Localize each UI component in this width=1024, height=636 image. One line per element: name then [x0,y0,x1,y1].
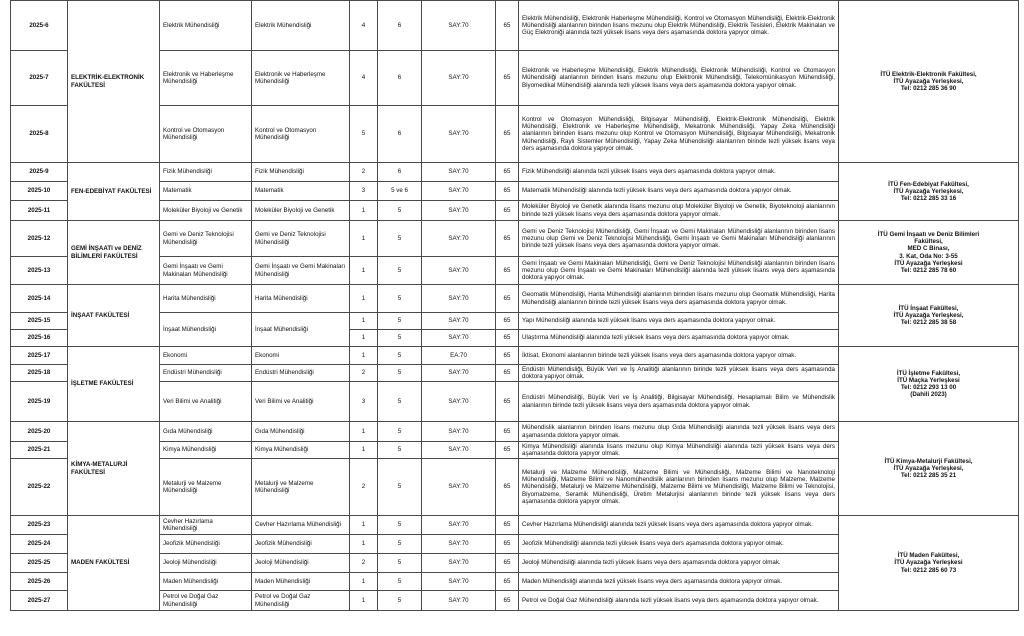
position-code: 2025-8 [11,106,68,163]
field-name: Jeoloji Mühendisliği [252,554,350,573]
contact-line: İTÜ Ayazağa Yerleşkesi, [893,77,964,85]
requirement-text: Geomatik Mühendisliği, Harita Mühendisliği alanlarının birinden lisans mezunu olup Geomatik Mühendisliği, Harita Mühendisliği alanlarının birinde tezli yüksek lisans veya ders aşamasında doktora yapıyor olmak. [519,285,839,313]
language-score: 65 [496,257,519,285]
contact-line: İTÜ Maden Fakültesi, [897,552,960,560]
quota-count: 1 [350,573,378,591]
level: 5 [378,285,422,313]
contact-line: İTÜ Elektrik-Elektronik Fakültesi, [880,70,977,78]
requirement-text: Jeofizik Mühendisliği alanında tezli yüksek lisans veya ders aşamasında doktora yapıyor olmak. [519,535,839,554]
positions-table [10,0,1019,611]
quota-count: 1 [350,257,378,285]
requirement-text: İktisat, Ekonomi alanlarının birinde tezli yüksek lisans veya ders aşamasında doktora yapıyor olmak. [519,347,839,365]
language-score: 65 [496,347,519,365]
contact-line: İTÜ Ayazağa Yerleşkesi [894,259,963,267]
requirement-text: Endüstri Mühendisliği, Büyük Veri ve İş Analitiği alanlarının birinde tezli yüksek lisans veya ders aşamasında doktora yapıyor olmak. [519,365,839,382]
exam-score: SAY:70 [422,163,496,182]
field-name: Gemi ve Deniz Teknolojisi Mühendisliği [252,221,350,257]
position-code: 2025-19 [11,382,68,422]
table-row [11,422,1019,442]
field-name: Endüstri Mühendisliği [252,365,350,382]
exam-score: SAY:70 [422,285,496,313]
quota-count: 1 [350,201,378,221]
language-score: 65 [496,422,519,442]
field-name: İnşaat Mühendisliği [252,313,350,347]
faculty-contact [839,422,1019,516]
language-score: 65 [496,182,519,201]
position-code: 2025-13 [11,257,68,285]
program-name: Jeofizik Mühendisliği [160,535,252,554]
position-code: 2025-23 [11,516,68,535]
field-name: Petrol ve Doğal Gaz Mühendisliği [252,591,350,611]
table-body [11,1,1019,611]
contact-line: İTÜ Kimya-Metalurji Fakültesi, [884,457,973,465]
faculty-contact [839,163,1019,221]
language-score: 65 [496,330,519,347]
language-score: 65 [496,221,519,257]
position-code: 2025-12 [11,221,68,257]
position-code: 2025-14 [11,285,68,313]
quota-count: 3 [350,182,378,201]
field-name: Metalurji ve Malzeme Mühendisliği [252,459,350,516]
program-name: Cevher Hazırlama Mühendisliği [160,516,252,535]
quota-count: 1 [350,221,378,257]
program-name: Harita Mühendisliği [160,285,252,313]
position-code: 2025-17 [11,347,68,365]
level: 5 [378,554,422,573]
language-score: 65 [496,163,519,182]
program-name: Moleküler Biyoloji ve Genetik [160,201,252,221]
faculty-name: MADEN FAKÜLTESİ [68,516,160,611]
quota-count: 4 [350,51,378,106]
faculty-name: İŞLETME FAKÜLTESİ [68,347,160,422]
position-code: 2025-26 [11,573,68,591]
exam-score: SAY:70 [422,182,496,201]
level: 6 [378,106,422,163]
contact-line: İTÜ Ayazağa Yerleşkesi, [893,311,964,319]
language-score: 65 [496,382,519,422]
requirement-text: Gemi ve Deniz Teknolojisi Mühendisliği, Gemi İnşaatı ve Gemi Makinaları Mühendisliği alanlarının birinden lisans mezunu olup Gemi ve Deniz Teknolojisi Mühendisliği, Gemi İnşaatı ve Gemi Makinaları Mühendisliği alanlarının birinde tezli yüksek lisans veya ders aşamasında doktora yapıyor olmak. [519,221,839,257]
language-score: 65 [496,442,519,459]
position-code: 2025-9 [11,163,68,182]
requirement-text: Cevher Hazırlama Mühendisliği alanında tezli yüksek lisans veya ders aşamasında doktora yapıyor olmak. [519,516,839,535]
table-row [11,516,1019,535]
exam-score: SAY:70 [422,51,496,106]
quota-count: 1 [350,330,378,347]
field-name: Moleküler Biyoloji ve Genetik [252,201,350,221]
contact-line: İTÜ İşletme Fakültesi, [896,369,961,377]
level: 5 [378,313,422,330]
requirement-text: Mühendislik alanlarının birinden lisans mezunu olup Gıda Mühendisliği alanında tezli yüksek lisans veya ders aşamasında doktora yapıyor olmak. [519,422,839,442]
language-score: 65 [496,106,519,163]
exam-score: SAY:70 [422,330,496,347]
language-score: 65 [496,1,519,51]
level: 5 ve 6 [378,182,422,201]
contact-line: İTÜ Ayazağa Yerleşkesi, [893,464,964,472]
quota-count: 2 [350,554,378,573]
language-score: 65 [496,313,519,330]
contact-line: İTÜ Fen-Edebiyat Fakültesi, [888,180,969,188]
level: 6 [378,163,422,182]
field-name: Maden Mühendisliği [252,573,350,591]
program-name: Kontrol ve Otomasyon Mühendisliği [160,106,252,163]
program-name: Maden Mühendisliği [160,573,252,591]
requirement-text: Ulaştırma Mühendisliği alanında tezli yüksek lisans veya ders aşamasında doktora yapıyor olmak. [519,330,839,347]
faculty-name: FEN-EDEBİYAT FAKÜLTESİ [68,163,160,221]
language-score: 65 [496,535,519,554]
position-code: 2025-16 [11,330,68,347]
position-code: 2025-24 [11,535,68,554]
table-row [11,1,1019,51]
program-name: Jeoloji Mühendisliği [160,554,252,573]
quota-count: 1 [350,347,378,365]
table-row [11,285,1019,313]
contact-line: İTÜ İnşaat Fakültesi, [898,304,959,312]
field-name: Kimya Mühendisliği [252,442,350,459]
contact-line: MED C Binası, [907,245,950,253]
position-code: 2025-21 [11,442,68,459]
exam-score: SAY:70 [422,442,496,459]
faculty-contact [839,221,1019,285]
language-score: 65 [496,573,519,591]
faculty-contact [839,347,1019,422]
field-name: Ekonomi [252,347,350,365]
level: 5 [378,347,422,365]
program-name: Elektrik Mühendisliği [160,1,252,51]
requirement-text: Elektronik ve Haberleşme Mühendisliği, Elektrik Mühendisliği, Elektronik Mühendisliği, Kontrol ve Otomasyon Mühendisliği alanlarının birinden lisans mezunu olup Elektronik Mühendisliği, Telekomünikasyon Mühendisliği, Biyomedikal Mühendisliği alanında tezli yüksek lisans veya ders aşamasında doktora yapıyor olmak. [519,51,839,106]
position-code: 2025-7 [11,51,68,106]
level: 6 [378,1,422,51]
field-name: Veri Bilimi ve Analitiği [252,382,350,422]
contact-line: Tel: 0212 285 35 21 [900,472,957,480]
level: 6 [378,51,422,106]
field-name: Gıda Mühendisliği [252,422,350,442]
program-name: Endüstri Mühendisliği [160,365,252,382]
exam-score: SAY:70 [422,535,496,554]
program-name: İnşaat Mühendisliği [160,313,252,347]
program-name: Gemi ve Deniz Teknolojisi Mühendisliği [160,221,252,257]
program-name: Gemi İnşaatı ve Gemi Makinaları Mühendisliği [160,257,252,285]
position-code: 2025-18 [11,365,68,382]
language-score: 65 [496,365,519,382]
language-score: 65 [496,591,519,611]
level: 5 [378,330,422,347]
exam-score: EA:70 [422,347,496,365]
field-name: Elektrik Mühendisliği [252,1,350,51]
program-name: Petrol ve Doğal Gaz Mühendisliği [160,591,252,611]
program-name: Gıda Mühendisliği [160,422,252,442]
contact-line: İTÜ Ayazağa Yerleşkesi, [893,187,964,195]
language-score: 65 [496,285,519,313]
contact-line: Tel: 0212 285 38 58 [900,319,957,327]
exam-score: SAY:70 [422,516,496,535]
program-name: Fizik Mühendisliği [160,163,252,182]
level: 5 [378,573,422,591]
requirement-text: Yapı Mühendisliği alanında tezli yüksek lisans veya ders aşamasında doktora yapıyor olmak. [519,313,839,330]
exam-score: SAY:70 [422,106,496,163]
exam-score: SAY:70 [422,221,496,257]
position-code: 2025-6 [11,1,68,51]
language-score: 65 [496,459,519,516]
field-name: Harita Mühendisliği [252,285,350,313]
level: 5 [378,516,422,535]
contact-line: Tel: 0212 285 78 60 [900,266,957,274]
level: 5 [378,535,422,554]
language-score: 65 [496,554,519,573]
table-row [11,347,1019,365]
faculty-contact [839,285,1019,347]
level: 5 [378,442,422,459]
requirement-text: Fizik Mühendisliği alanında tezli yüksek lisans veya ders aşamasında doktora yapıyor olmak. [519,163,839,182]
faculty-name: İNŞAAT FAKÜLTESİ [68,285,160,347]
level: 5 [378,422,422,442]
exam-score: SAY:70 [422,591,496,611]
position-code: 2025-25 [11,554,68,573]
quota-count: 1 [350,442,378,459]
table-row [11,163,1019,182]
requirement-text: Gemi İnşaatı ve Gemi Makinaları Mühendisliği, Gemi ve Deniz Teknolojisi Mühendisliği alanlarının birinden lisans mezunu olup Gemi İnşaatı ve Gemi Makinaları Mühendisliği alanında tezli yüksek lisans veya ders aşamasında doktora yapıyor olmak. [519,257,839,285]
exam-score: SAY:70 [422,365,496,382]
quota-count: 4 [350,1,378,51]
faculty-name: ELEKTRİK-ELEKTRONİK FAKÜLTESİ [68,1,160,163]
faculty-contact [839,1,1019,163]
level: 5 [378,201,422,221]
program-name: Matematik [160,182,252,201]
requirement-text: Endüstri Mühendisliği, Büyük Veri ve İş Analitiği, Bilgisayar Mühendisliği, Hesaplamalı Bilim ve Mühendislik alanlarının birinde tezli yüksek lisans veya ders aşamasında doktora yapıyor olmak. [519,382,839,422]
faculty-name: GEMİ İNŞAATI ve DENİZ BİLİMLERİ FAKÜLTESİ [68,221,160,285]
language-score: 65 [496,201,519,221]
level: 5 [378,221,422,257]
exam-score: SAY:70 [422,313,496,330]
exam-score: SAY:70 [422,201,496,221]
field-name: Gemi İnşaatı ve Gemi Makinaları Mühendisliği [252,257,350,285]
exam-score: SAY:70 [422,422,496,442]
requirement-text: Matematik Mühendisliği alanında tezli yüksek lisans veya ders aşamasında doktora yapıyor olmak. [519,182,839,201]
language-score: 65 [496,51,519,106]
position-code: 2025-27 [11,591,68,611]
level: 5 [378,257,422,285]
program-name: Veri Bilimi ve Analitiği [160,382,252,422]
contact-line: İTÜ Ayazağa Yerleşkesi [894,559,963,567]
quota-count: 2 [350,365,378,382]
position-code: 2025-11 [11,201,68,221]
exam-score: SAY:70 [422,257,496,285]
requirement-text: Petrol ve Doğal Gaz Mühendisliği alanında tezli yüksek lisans veya ders aşamasında doktora yapıyor olmak. [519,591,839,611]
contact-line: (Dahili 2023) [910,391,947,399]
quota-count: 1 [350,535,378,554]
faculty-name: KİMYA-METALURJİ FAKÜLTESİ [68,422,160,516]
faculty-contact [839,516,1019,611]
field-name: Jeofizik Mühendisliği [252,535,350,554]
requirement-text: Jeoloji Mühendisliği alanında tezli yüksek lisans veya ders aşamasında doktora yapıyor olmak. [519,554,839,573]
field-name: Matematik [252,182,350,201]
level: 5 [378,382,422,422]
exam-score: SAY:70 [422,573,496,591]
program-name: Metalurji ve Malzeme Mühendisliği [160,459,252,516]
program-name: Elektronik ve Haberleşme Mühendisliği [160,51,252,106]
quota-count: 1 [350,285,378,313]
requirement-text: Moleküler Biyoloji ve Genetik alanında lisans mezunu olup Moleküler Biyoloji ve Genetik, Biyoteknoloji alanlarının birinde tezli yüksek lisans veya ders aşamasında doktora yapıyor olmak. [519,201,839,221]
field-name: Kontrol ve Otomasyon Mühendisliği [252,106,350,163]
field-name: Fizik Mühendisliği [252,163,350,182]
contact-line: Tel: 0212 293 13 00 [900,384,957,391]
contact-line: Tel: 0212 285 33 16 [900,195,957,203]
field-name: Cevher Hazırlama Mühendisliği [252,516,350,535]
field-name: Elektronik ve Haberleşme Mühendisliği [252,51,350,106]
requirement-text: Kimya Mühendisliği alanında lisans mezunu olup Kimya Mühendisliği alanında tezli yüksek lisans veya ders aşamasında doktora yapıyor olmak. [519,442,839,459]
level: 5 [378,365,422,382]
quota-count: 2 [350,459,378,516]
language-score: 65 [496,516,519,535]
program-name: Kimya Mühendisliği [160,442,252,459]
program-name: Ekonomi [160,347,252,365]
position-code: 2025-15 [11,313,68,330]
level: 5 [378,591,422,611]
contact-line: İTÜ Maçka Yerleşkesi [897,376,960,384]
quota-count: 1 [350,591,378,611]
requirement-text: Metalurji ve Malzeme Mühendisliği, Malzeme Bilimi ve Mühendisliği, Malzeme Bilimi ve Nanoteknoloji Mühendisliği, Malzeme Bilimi ve Nanomühendislik alanlarının birinden lisans mezunu olup Malzeme, Malzeme Mühendisliği, Metalurji ve Malzeme Mühendisliği, Malzeme Bilimi ve Mühendisliği, Malzeme Bilimi ve Teknolojisi, Biyomalzeme, Seramik Mühendisliği, Üretim Metalurjisi alanlarının birinde tezli yüksek lisans veya ders aşamasında doktora yapıyor olmak. [519,459,839,516]
contact-line: Fakültesi, [914,238,943,246]
table-row [11,221,1019,257]
quota-count: 3 [350,382,378,422]
quota-count: 1 [350,516,378,535]
level: 5 [378,459,422,516]
requirement-text: Maden Mühendisliği alanında tezli yüksek lisans veya ders aşamasında doktora yapıyor olmak. [519,573,839,591]
contact-line: Tel: 0212 285 60 73 [900,566,957,574]
position-code: 2025-22 [11,459,68,516]
contact-line: Tel: 0212 285 36 90 [900,85,957,93]
exam-score: SAY:70 [422,1,496,51]
requirement-text: Kontrol ve Otomasyon Mühendisliği, Bilgisayar Mühendisliği, Elektrik-Elektronik Mühendisliği, Elektrik Mühendisliği, Elektronik ve Haberleşme Mühendisliği, Mekatronik Mühendisliği, Yapay Zeka Mühendisliği alanlarının birinden lisans mezunu olup Kontrol ve Otomasyon Mühendisliği, Bilgisayar Mühendisliği, Mekatronik Mühendisliği, Raylı Sistemler Mühendisliği, Yapay Zeka Mühendisliği alanlarının birinde tezli yüksek lisans veya ders aşamasında doktora yapıyor olmak. [519,106,839,163]
position-code: 2025-10 [11,182,68,201]
quota-count: 5 [350,106,378,163]
quota-count: 2 [350,163,378,182]
exam-score: SAY:70 [422,554,496,573]
contact-line: 3. Kat, Oda No: 3-55 [899,252,958,260]
quota-count: 1 [350,422,378,442]
requirement-text: Elektrik Mühendisliği, Elektronik Haberleşme Mühendisliği, Kontrol ve Otomasyon Mühendisliği, Elektrik-Elektronik Mühendisliği alanlarının birinden lisans mezunu olup Elektrik Mühendisliği, Elektrik Tesisleri, Elektrik Makinaları ve Güç Elektroniği alanında tezli yüksek lisans veya ders aşamasında doktora yapıyor olmak. [519,1,839,51]
quota-count: 1 [350,313,378,330]
contact-line: İTÜ Gemi İnşaatı ve Deniz Bilimleri [877,231,980,239]
position-code: 2025-20 [11,422,68,442]
exam-score: SAY:70 [422,382,496,422]
exam-score: SAY:70 [422,459,496,516]
